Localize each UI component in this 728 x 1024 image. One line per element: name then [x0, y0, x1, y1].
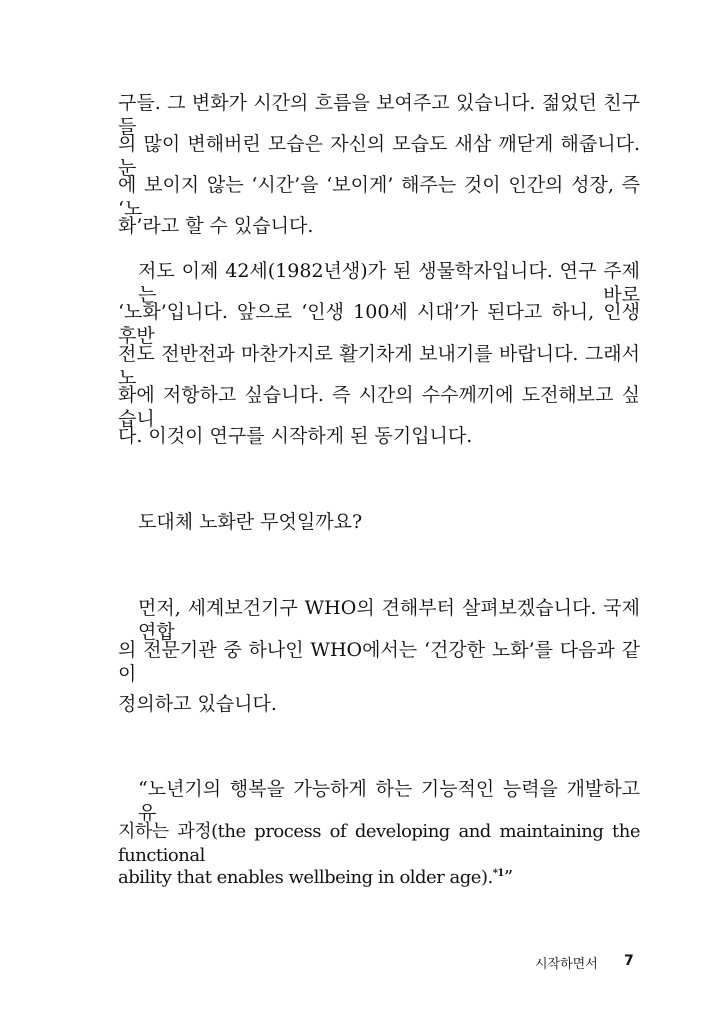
- quote-line: 지하는 과정(the process of developing and maintaining the functional: [118, 821, 640, 866]
- text-line: 화에 저항하고 싶습니다. 즉 시간의 수수께끼에 도전해보고 싶습니: [118, 384, 640, 430]
- text-line: 먼저, 세계보건기구 WHO의 견해부터 살펴보겠습니다. 국제연합: [138, 597, 640, 643]
- text-line: 구들. 그 변화가 시간의 흐름을 보여주고 있습니다. 젊었던 친구들: [118, 92, 640, 138]
- text-line: 전도 전반전과 마찬가지로 활기차게 보내기를 바랍니다. 그래서 노: [118, 343, 640, 389]
- page-number: 7: [624, 953, 634, 969]
- quote-line: “노년기의 행복을 가능하게 하는 기능적인 능력을 개발하고 유: [138, 778, 640, 824]
- footnote-mark: *1: [492, 868, 504, 879]
- quote-text: ability that enables wellbeing in older age).: [118, 867, 493, 888]
- text-line: 의 많이 변해버린 모습은 자신의 모습도 새삼 깨닫게 해줍니다. 눈: [118, 133, 640, 179]
- text-line: 에 보이지 않는 ‘시간’을 ‘보이게’ 해주는 것이 인간의 성장, 즉 ‘노: [118, 174, 640, 220]
- running-footer-section: 시작하면서: [535, 957, 598, 972]
- text-line: 정의하고 있습니다.: [118, 693, 277, 715]
- quote-close: ”: [503, 867, 513, 888]
- text-line: 저도 이제 42세(1982년생)가 된 생물학자입니다. 연구 주제는 바로: [138, 260, 640, 306]
- text-line: 화’라고 할 수 있습니다.: [118, 215, 314, 237]
- text-line: 다. 이것이 연구를 시작하게 된 동기입니다.: [118, 425, 473, 447]
- question-line: 도대체 노화란 무엇일까요?: [138, 511, 363, 533]
- text-line: 의 전문기관 중 하나인 WHO에서는 ‘건강한 노화’를 다음과 같이: [118, 639, 640, 685]
- quote-line: [118, 862, 640, 886]
- text-line: ‘노화’입니다. 앞으로 ‘인생 100세 시대’가 된다고 하니, 인생 후반: [118, 301, 640, 347]
